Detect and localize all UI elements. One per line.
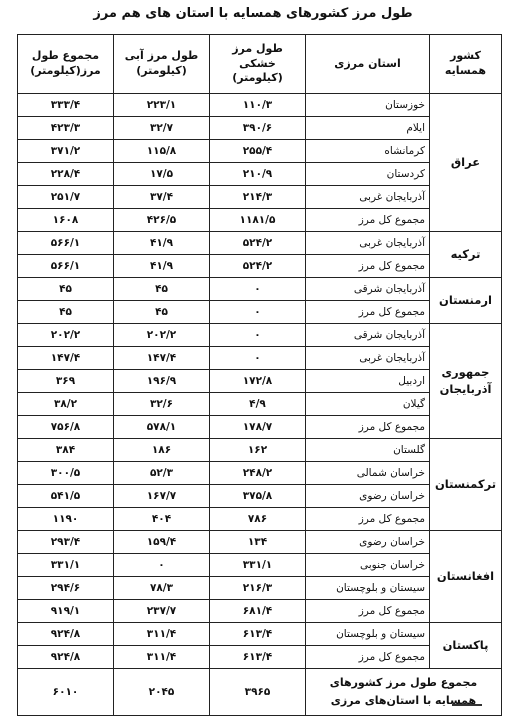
province-cell: کرمانشاه (306, 140, 430, 163)
land-border-cell: ۱۷۸/۷ (210, 416, 306, 439)
province-cell: آذربایجان غربی (306, 347, 430, 370)
total-border-cell: ۱۶۰۸ (18, 209, 114, 232)
land-border-cell: ۵۲۴/۲ (210, 232, 306, 255)
province-cell: اردبیل (306, 370, 430, 393)
table-row (18, 623, 502, 646)
province-cell: خراسان شمالی (306, 462, 430, 485)
total-border-cell: ۲۰۲/۲ (18, 324, 114, 347)
total-border-cell: ۲۲۸/۴ (18, 163, 114, 186)
total-border-cell: ۷۵۶/۸ (18, 416, 114, 439)
total-border-cell: ۳۶۹ (18, 370, 114, 393)
grand-total-total: ۶۰۱۰ (18, 669, 114, 716)
total-border-cell: ۳۸۴ (18, 439, 114, 462)
province-cell: سیستان و بلوچستان (306, 623, 430, 646)
total-border-cell: ۴۵ (18, 278, 114, 301)
water-border-cell: ۴۵ (114, 301, 210, 324)
table-row (18, 370, 502, 393)
land-border-cell: ۱۷۲/۸ (210, 370, 306, 393)
table-row (18, 232, 502, 255)
province-cell: خوزستان (306, 94, 430, 117)
water-border-cell: ۳۲/۷ (114, 117, 210, 140)
land-border-cell: ۵۲۴/۲ (210, 255, 306, 278)
province-cell: گیلان (306, 393, 430, 416)
total-border-cell: ۳۳۳/۴ (18, 94, 114, 117)
water-border-cell: ۱۸۶ (114, 439, 210, 462)
land-border-cell: ۴/۹ (210, 393, 306, 416)
province-cell: خراسان جنوبی (306, 554, 430, 577)
province-cell: ایلام (306, 117, 430, 140)
country-cell: افغانستان (430, 531, 502, 623)
table-row (18, 462, 502, 485)
total-border-cell: ۳۰۰/۵ (18, 462, 114, 485)
water-border-cell: ۴۵ (114, 278, 210, 301)
land-border-cell: ۱۱۸۱/۵ (210, 209, 306, 232)
total-border-cell: ۲۹۴/۶ (18, 577, 114, 600)
total-border-cell: ۲۵۱/۷ (18, 186, 114, 209)
water-border-cell: ۱۶۷/۷ (114, 485, 210, 508)
land-border-cell: ۶۱۳/۴ (210, 646, 306, 669)
land-border-cell: ۲۵۵/۴ (210, 140, 306, 163)
table-row (18, 117, 502, 140)
water-border-cell: ۳۲/۶ (114, 393, 210, 416)
total-border-cell: ۳۸/۲ (18, 393, 114, 416)
water-border-cell: ۱۵۹/۴ (114, 531, 210, 554)
province-cell: آذربایجان غربی (306, 232, 430, 255)
table-row (18, 140, 502, 163)
table-row (18, 255, 502, 278)
water-border-cell: ۱۹۶/۹ (114, 370, 210, 393)
province-cell: آذربایجان شرقی (306, 278, 430, 301)
country-cell: پاکستان (430, 623, 502, 669)
grand-total-row (18, 669, 502, 716)
grand-total-water: ۲۰۴۵ (114, 669, 210, 716)
province-cell: مجموع کل مرز (306, 416, 430, 439)
table-row (18, 209, 502, 232)
header-total-border: مجموع طول مرز(کیلومتر) (18, 35, 114, 94)
water-border-cell: ۴۱/۹ (114, 232, 210, 255)
water-border-cell: ۲۳۷/۷ (114, 600, 210, 623)
country-cell: جمهوری آذربایجان (430, 324, 502, 439)
water-border-cell: ۲۰۲/۲ (114, 324, 210, 347)
grand-total-label: مجموع طول مرز کشورهای همسایه با استان‌های مرزی (306, 669, 502, 716)
land-border-cell: ۶۱۳/۴ (210, 623, 306, 646)
border-length-table-wrapper (17, 34, 501, 716)
header-land-border: طول مرز خشکی (کیلومتر) (210, 35, 306, 94)
table-row (18, 600, 502, 623)
land-border-cell: ۰ (210, 324, 306, 347)
table-body (18, 94, 502, 669)
land-border-cell: ۲۱۰/۹ (210, 163, 306, 186)
water-border-cell: ۲۲۳/۱ (114, 94, 210, 117)
total-border-cell: ۱۱۹۰ (18, 508, 114, 531)
province-cell: سیستان و بلوچستان (306, 577, 430, 600)
province-cell: آذربایجان غربی (306, 186, 430, 209)
land-border-cell: ۲۴۸/۲ (210, 462, 306, 485)
province-cell: مجموع کل مرز (306, 255, 430, 278)
table-row (18, 163, 502, 186)
province-cell: مجموع کل مرز (306, 646, 430, 669)
table-row (18, 324, 502, 347)
water-border-cell: ۳۱۱/۴ (114, 646, 210, 669)
total-border-cell: ۹۲۴/۸ (18, 646, 114, 669)
border-length-table (17, 34, 502, 716)
land-border-cell: ۱۳۴ (210, 531, 306, 554)
water-border-cell: ۰ (114, 554, 210, 577)
page-edge-mark (452, 704, 482, 712)
land-border-cell: ۲۱۴/۳ (210, 186, 306, 209)
total-border-cell: ۹۲۴/۸ (18, 623, 114, 646)
water-border-cell: ۷۸/۳ (114, 577, 210, 600)
water-border-cell: ۳۱۱/۴ (114, 623, 210, 646)
table-row (18, 94, 502, 117)
table-row (18, 485, 502, 508)
table-row (18, 347, 502, 370)
header-row (18, 35, 502, 94)
table-row (18, 186, 502, 209)
province-cell: مجموع کل مرز (306, 600, 430, 623)
total-border-cell: ۵۶۶/۱ (18, 255, 114, 278)
header-water-border: طول مرز آبی (کیلومتر) (114, 35, 210, 94)
table-row (18, 508, 502, 531)
land-border-cell: ۳۳۱/۱ (210, 554, 306, 577)
country-cell: عراق (430, 94, 502, 232)
province-cell: آذربایجان شرقی (306, 324, 430, 347)
total-border-cell: ۵۴۱/۵ (18, 485, 114, 508)
total-border-cell: ۲۹۳/۴ (18, 531, 114, 554)
total-border-cell: ۱۴۷/۴ (18, 347, 114, 370)
country-cell: ارمنستان (430, 278, 502, 324)
province-cell: گلستان (306, 439, 430, 462)
land-border-cell: ۳۹۰/۶ (210, 117, 306, 140)
province-cell: مجموع کل مرز (306, 209, 430, 232)
land-border-cell: ۶۸۱/۴ (210, 600, 306, 623)
table-row (18, 278, 502, 301)
table-row (18, 577, 502, 600)
grand-total-land: ۳۹۶۵ (210, 669, 306, 716)
table-row (18, 393, 502, 416)
total-border-cell: ۹۱۹/۱ (18, 600, 114, 623)
province-cell: خراسان رضوی (306, 485, 430, 508)
water-border-cell: ۵۷۸/۱ (114, 416, 210, 439)
water-border-cell: ۱۴۷/۴ (114, 347, 210, 370)
table-row (18, 531, 502, 554)
table-row (18, 554, 502, 577)
header-province: استان مرزی (306, 35, 430, 94)
water-border-cell: ۵۲/۳ (114, 462, 210, 485)
table-row (18, 301, 502, 324)
water-border-cell: ۳۷/۴ (114, 186, 210, 209)
land-border-cell: ۰ (210, 301, 306, 324)
land-border-cell: ۲۱۶/۳ (210, 577, 306, 600)
land-border-cell: ۰ (210, 347, 306, 370)
land-border-cell: ۰ (210, 278, 306, 301)
country-cell: ترکیه (430, 232, 502, 278)
table-row (18, 646, 502, 669)
page-title: طول مرز کشورهای همسایه با استان های هم مرز (93, 6, 413, 21)
header-country: کشور همسایه (430, 35, 502, 94)
water-border-cell: ۱۱۵/۸ (114, 140, 210, 163)
province-cell: خراسان رضوی (306, 531, 430, 554)
table-row (18, 416, 502, 439)
land-border-cell: ۷۸۶ (210, 508, 306, 531)
province-cell: مجموع کل مرز (306, 508, 430, 531)
land-border-cell: ۱۶۲ (210, 439, 306, 462)
total-border-cell: ۳۳۱/۱ (18, 554, 114, 577)
total-border-cell: ۴۲۳/۳ (18, 117, 114, 140)
land-border-cell: ۳۷۵/۸ (210, 485, 306, 508)
total-border-cell: ۳۷۱/۲ (18, 140, 114, 163)
water-border-cell: ۴۱/۹ (114, 255, 210, 278)
total-border-cell: ۴۵ (18, 301, 114, 324)
water-border-cell: ۱۷/۵ (114, 163, 210, 186)
province-cell: مجموع کل مرز (306, 301, 430, 324)
total-border-cell: ۵۶۶/۱ (18, 232, 114, 255)
country-cell: ترکمنستان (430, 439, 502, 531)
water-border-cell: ۴۰۴ (114, 508, 210, 531)
water-border-cell: ۴۲۶/۵ (114, 209, 210, 232)
land-border-cell: ۱۱۰/۳ (210, 94, 306, 117)
table-row (18, 439, 502, 462)
province-cell: کردستان (306, 163, 430, 186)
